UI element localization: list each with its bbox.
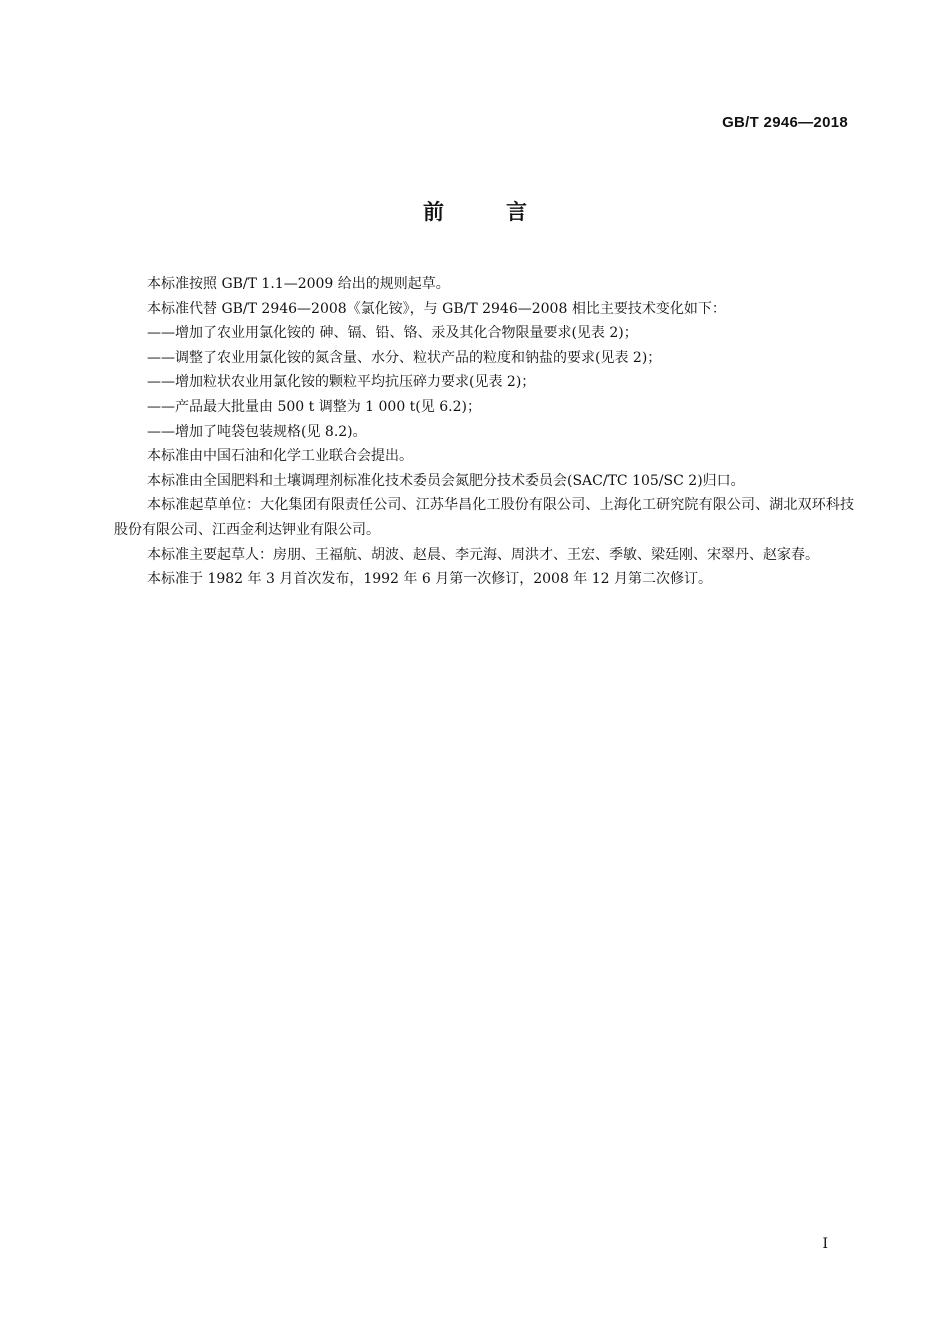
foreword-body bbox=[114, 272, 854, 592]
paragraph-replaces: 本标准代替 GB/T 2946—2008《氯化铵》，与 GB/T 2946—2008 相比主要技术变化如下： bbox=[147, 300, 726, 317]
change-item: ——增加粒状农业用氯化铵的颗粒平均抗压碎力要求(见表 2)； bbox=[147, 374, 536, 391]
change-item: ——增加了农业用氯化铵的 砷、镉、铅、铬、汞及其化合物限量要求(见表 2)； bbox=[147, 325, 638, 342]
change-item: ——产品最大批量由 500 t 调整为 1 000 t(见 6.2)； bbox=[147, 398, 481, 415]
change-item: ——增加了吨袋包装规格(见 8.2)。 bbox=[147, 423, 367, 440]
change-item: ——调整了农业用氯化铵的氮含量、水分、粒状产品的粒度和钠盐的要求(见表 2)； bbox=[147, 349, 662, 366]
paragraph-drafting-units: 本标准起草单位：大化集团有限责任公司、江苏华昌化工股份有限公司、上海化工研究院有限公司、湖北双环科技股份有限公司、江西金利达钾业有限公司。 bbox=[114, 497, 854, 538]
paragraph-proposed-by: 本标准由中国石油和化学工业联合会提出。 bbox=[147, 448, 413, 465]
standard-number: GB/T 2946—2018 bbox=[722, 114, 848, 131]
paragraph-history: 本标准于 1982 年 3 月首次发布，1992 年 6 月第一次修订，2008 年 12 月第二次修订。 bbox=[147, 571, 713, 588]
title-char-2: 言 bbox=[506, 200, 527, 224]
paragraph-centralized-by: 本标准由全国肥料和土壤调理剂标准化技术委员会氮肥分技术委员会(SAC/TC 105/SC 2)归口。 bbox=[147, 472, 745, 489]
paragraph-drafting-rules: 本标准按照 GB/T 1.1—2009 给出的规则起草。 bbox=[147, 276, 450, 292]
paragraph-drafters: 本标准主要起草人：房朋、王福航、胡波、赵晨、李元海、周洪才、王宏、季敏、梁廷刚、宋翠丹、赵家春。 bbox=[147, 546, 819, 563]
title-char-1: 前 bbox=[423, 200, 444, 224]
page-title bbox=[0, 196, 950, 226]
page-number: I bbox=[822, 1236, 828, 1252]
